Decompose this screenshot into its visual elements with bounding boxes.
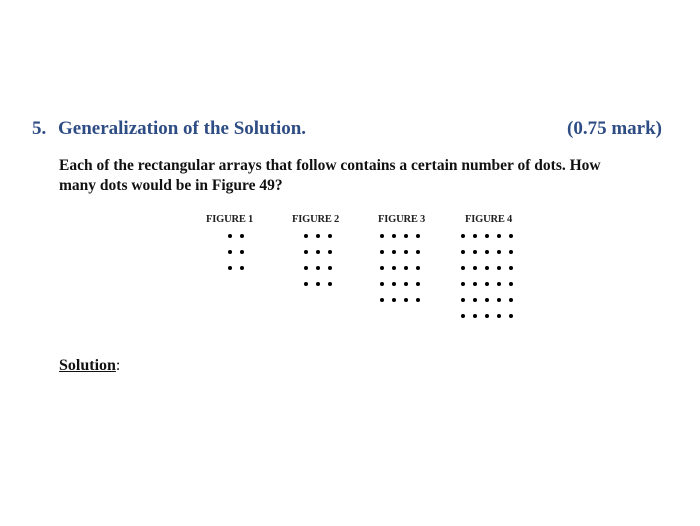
dot [461,234,465,238]
dot [461,282,465,286]
dot [392,250,396,254]
dot [240,234,244,238]
figure-2 [292,214,339,225]
dot [228,250,232,254]
dot [497,266,501,270]
dot [304,266,308,270]
dot [240,250,244,254]
dot [316,234,320,238]
dot [328,250,332,254]
dot [509,250,513,254]
dot [416,250,420,254]
dot [392,234,396,238]
dot [509,314,513,318]
dot [485,314,489,318]
figure-3 [378,214,425,225]
dot [509,266,513,270]
dot [473,234,477,238]
dot [416,282,420,286]
dot [328,266,332,270]
dot [473,282,477,286]
dot [461,250,465,254]
dot [316,266,320,270]
dot [473,250,477,254]
dot [497,314,501,318]
dot [497,234,501,238]
dot [473,314,477,318]
dot [240,266,244,270]
figure-4 [465,214,512,225]
figure-1 [206,214,253,225]
dot [328,282,332,286]
solution-colon: : [115,357,121,374]
dot [304,234,308,238]
dot [404,282,408,286]
dot [497,282,501,286]
figure-label: FIGURE 1 [206,214,254,225]
dot [461,298,465,302]
dot [416,266,420,270]
dot [316,282,320,286]
dot [497,298,501,302]
question-line-1: Each of the rectangular arrays that follow contains a certain number of dots. How [59,157,601,174]
section-number: 5. [32,118,47,139]
dot [404,234,408,238]
dot [497,250,501,254]
dot [328,234,332,238]
dot [485,298,489,302]
dot [404,266,408,270]
marks-label: (0.75 mark) [567,118,662,139]
dot [473,298,477,302]
dot [404,250,408,254]
solution-label [59,357,120,375]
solution-word: Solution [59,357,116,374]
dot [461,266,465,270]
dot [485,266,489,270]
dot [392,282,396,286]
dot [404,298,408,302]
dot [509,282,513,286]
section-heading [32,118,662,140]
dot-figures [200,214,540,334]
dot [380,250,384,254]
question-text [59,156,689,196]
dot [228,266,232,270]
dot [392,298,396,302]
dot [304,250,308,254]
figure-label: FIGURE 3 [378,214,426,225]
figure-label: FIGURE 2 [292,214,340,225]
dot [304,282,308,286]
dot [509,234,513,238]
dot [416,298,420,302]
dot [485,234,489,238]
dot [485,282,489,286]
dot [380,282,384,286]
dot [473,266,477,270]
dot [380,298,384,302]
dot [380,266,384,270]
dot [392,266,396,270]
dot [416,234,420,238]
dot [461,314,465,318]
dot [228,234,232,238]
dot [316,250,320,254]
question-line-2: many dots would be in Figure 49? [59,177,283,194]
dot [380,234,384,238]
figure-label: FIGURE 4 [465,214,513,225]
section-title: Generalization of the Solution. [58,118,307,139]
dot [485,250,489,254]
dot [509,298,513,302]
